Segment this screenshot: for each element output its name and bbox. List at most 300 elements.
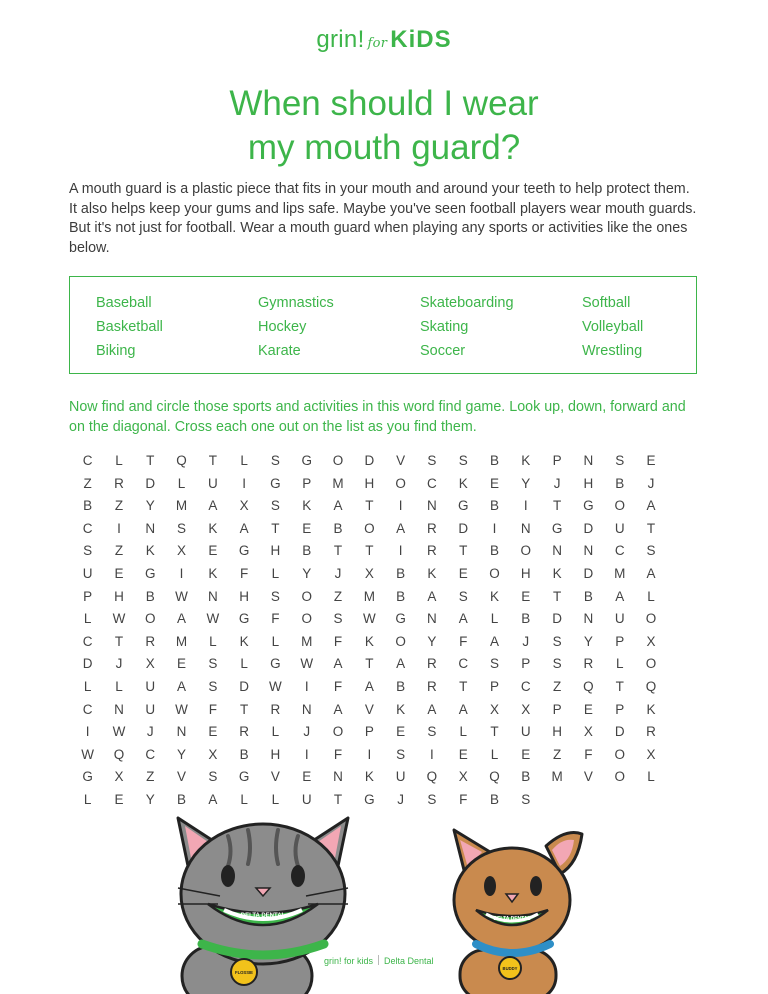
grid-letter: H — [114, 588, 124, 604]
grid-letter: C — [520, 678, 531, 694]
grid-letter: T — [333, 543, 343, 559]
grid-letter: T — [365, 498, 374, 514]
grid-letter: D — [239, 678, 249, 694]
grid-letter: N — [207, 588, 218, 604]
grid-letter: R — [239, 724, 249, 740]
grid-letter: L — [490, 746, 499, 762]
grid-letter: K — [521, 453, 531, 468]
grid-letter: O — [332, 453, 344, 468]
grid-letter: L — [647, 588, 655, 604]
grid-letter: E — [646, 453, 656, 468]
sport-item: Wrestling — [582, 343, 643, 359]
grid-letter: C — [145, 746, 156, 762]
grid-letter: R — [114, 475, 124, 491]
grid-letter: S — [552, 656, 562, 672]
grid-letter: U — [614, 611, 625, 627]
grid-letter: T — [646, 520, 656, 536]
grid-letter: I — [430, 746, 434, 762]
footer-divider — [378, 955, 379, 965]
grid-letter: E — [396, 724, 406, 740]
grid-letter: S — [270, 498, 280, 514]
grid-letter: A — [458, 611, 468, 627]
grid-letter: I — [304, 746, 309, 762]
grid-letter: L — [647, 769, 655, 785]
grid-letter: O — [614, 746, 625, 762]
grid-letter: A — [208, 498, 218, 514]
grid-letter: R — [427, 520, 437, 536]
grid-letter: J — [146, 724, 154, 740]
grid-letter: D — [82, 656, 93, 672]
grid-letter: A — [333, 498, 343, 514]
grid-letter: S — [490, 656, 500, 672]
grid-letter: J — [647, 475, 655, 491]
grid-letter: C — [82, 633, 93, 649]
grid-letter: E — [521, 588, 531, 604]
grid-letter: V — [396, 453, 406, 468]
title-line-1: When should I wear — [229, 84, 539, 123]
grid-letter: P — [490, 678, 500, 694]
grid-letter: X — [521, 701, 531, 717]
grid-letter: P — [364, 724, 374, 740]
grid-letter: G — [270, 656, 281, 672]
grid-letter: N — [301, 701, 312, 717]
grid-letter: R — [145, 633, 156, 649]
grid-letter: J — [522, 633, 530, 649]
grid-letter: G — [395, 611, 406, 627]
grid-letter: F — [271, 611, 280, 627]
grid-letter: F — [240, 565, 249, 581]
sport-item: Basketball — [96, 319, 163, 335]
grid-letter: U — [207, 475, 218, 491]
grid-letter: F — [208, 701, 217, 717]
grid-letter: Q — [426, 769, 438, 785]
grid-letter: L — [459, 724, 467, 740]
dog-name-tag: BUDDY — [502, 966, 518, 971]
grid-letter: E — [302, 769, 312, 785]
grid-letter: I — [398, 543, 403, 559]
cat-guard-label: DELTA DENTAL — [240, 913, 286, 919]
grid-letter: E — [208, 724, 218, 740]
grid-letter: N — [333, 769, 343, 785]
grid-letter: K — [396, 701, 406, 717]
grid-letter: Q — [113, 746, 125, 762]
grid-letter: C — [82, 701, 93, 717]
sport-item: Biking — [96, 343, 136, 359]
grid-letter: H — [270, 543, 281, 559]
grid-letter: O — [144, 611, 156, 627]
grid-letter: K — [208, 520, 218, 536]
sport-item: Skateboarding — [420, 295, 514, 311]
grid-letter: T — [240, 701, 249, 717]
grid-letter: J — [553, 475, 561, 491]
cat-name-tag: FLOSSIE — [235, 970, 253, 975]
grid-letter: H — [520, 565, 531, 581]
grid-letter: Y — [427, 633, 437, 649]
grid-letter: N — [583, 453, 594, 468]
grid-letter: T — [208, 453, 217, 468]
grid-letter: S — [427, 724, 437, 740]
grid-letter: G — [144, 565, 156, 581]
grid-letter: D — [145, 475, 156, 491]
grid-letter: H — [270, 746, 281, 762]
sport-item: Karate — [258, 343, 301, 359]
sport-item: Hockey — [258, 319, 307, 335]
grid-letter: S — [270, 588, 280, 604]
grid-letter: S — [83, 543, 93, 559]
grid-letter: T — [271, 520, 280, 536]
grid-letter: B — [239, 746, 249, 762]
grid-letter: N — [114, 701, 124, 717]
grid-letter: G — [301, 453, 312, 468]
grid-letter: B — [396, 565, 406, 581]
grid-letter: E — [458, 565, 468, 581]
grid-letter: U — [395, 769, 406, 785]
grid-letter: V — [364, 701, 374, 717]
grid-letter: L — [177, 475, 186, 491]
grid-letter: X — [177, 543, 187, 559]
grid-letter: H — [552, 724, 562, 740]
grid-letter: L — [271, 791, 280, 807]
grid-letter: M — [363, 588, 375, 604]
sport-item: Volleyball — [582, 319, 644, 335]
buddy-dog-mascot — [446, 822, 588, 994]
grid-letter: G — [238, 769, 250, 785]
grid-letter: N — [583, 611, 594, 627]
grid-letter: U — [145, 678, 156, 694]
grid-letter: L — [271, 724, 280, 740]
grid-letter: U — [82, 565, 93, 581]
grid-letter: U — [520, 724, 531, 740]
grid-letter: L — [83, 611, 92, 627]
grid-letter: G — [551, 520, 563, 536]
grid-letter: F — [584, 746, 593, 762]
grid-letter: L — [209, 633, 217, 649]
grid-letter: X — [364, 565, 374, 581]
grid-letter: A — [615, 588, 625, 604]
grid-letter: K — [646, 701, 656, 717]
grid-letter: Y — [521, 475, 531, 491]
grid-letter: A — [239, 520, 249, 536]
grid-letter: U — [301, 791, 312, 807]
grid-letter: B — [521, 769, 531, 785]
grid-letter: T — [365, 543, 374, 559]
grid-letter: B — [490, 791, 500, 807]
grid-letter: I — [398, 498, 403, 514]
grid-letter: U — [614, 520, 625, 536]
grid-letter: P — [302, 475, 312, 491]
grid-letter: S — [646, 543, 656, 559]
grid-letter: I — [304, 678, 309, 694]
sport-item: Softball — [582, 295, 631, 311]
grid-letter: V — [177, 769, 187, 785]
grid-letter: B — [521, 611, 531, 627]
word-search-grid — [72, 450, 667, 812]
grid-letter: I — [117, 520, 121, 536]
logo-grin: grin! — [316, 26, 365, 53]
grid-letter: T — [459, 543, 468, 559]
grid-letter: D — [364, 453, 375, 468]
grid-letter: Z — [114, 498, 124, 514]
grid-letter: W — [269, 678, 282, 694]
grid-letter: O — [332, 724, 344, 740]
grid-letter: T — [365, 656, 374, 672]
grid-letter: Y — [145, 498, 155, 514]
grid-letter: A — [177, 611, 187, 627]
grid-letter: Q — [176, 453, 187, 468]
grid-letter: L — [115, 678, 123, 694]
grid-letter: B — [490, 543, 500, 559]
grid-letter: K — [302, 498, 312, 514]
grid-letter: I — [523, 498, 528, 514]
grid-letter: C — [427, 475, 437, 491]
grid-letter: F — [333, 633, 343, 649]
grid-letter: B — [490, 453, 500, 468]
grid-letter: O — [364, 520, 375, 536]
grid-letter: D — [614, 724, 625, 740]
grid-letter: N — [552, 543, 562, 559]
grid-letter: I — [85, 724, 90, 740]
grid-letter: K — [208, 565, 218, 581]
grid-letter: T — [552, 588, 562, 604]
grid-letter: T — [552, 498, 562, 514]
grid-letter: Z — [552, 746, 562, 762]
dog-guard-label: DELTA DENTAL — [493, 916, 531, 922]
grid-letter: K — [490, 588, 500, 604]
grid-letter: G — [270, 475, 281, 491]
grid-letter: E — [458, 746, 468, 762]
grid-letter: I — [242, 475, 247, 491]
grid-letter: A — [208, 791, 218, 807]
grid-letter: J — [303, 724, 311, 740]
footer-grin-for-kids: grin! for kids — [324, 956, 374, 966]
grid-letter: G — [457, 498, 469, 514]
grid-letter: G — [364, 791, 375, 807]
grid-letter: P — [615, 633, 625, 649]
grid-letter: X — [583, 724, 593, 740]
grid-letter: W — [175, 588, 188, 604]
grid-letter: M — [301, 633, 313, 649]
grid-letter: J — [334, 565, 342, 581]
grid-letter: R — [583, 656, 594, 672]
grid-letter: N — [176, 724, 187, 740]
grid-letter: S — [208, 769, 218, 785]
grid-letter: L — [83, 791, 92, 807]
grid-letter: S — [333, 611, 343, 627]
grid-letter: B — [615, 475, 625, 491]
grid-letter: A — [333, 656, 343, 672]
grid-letter: P — [552, 453, 562, 468]
grid-letter: O — [301, 611, 312, 627]
grid-letter: N — [520, 520, 531, 536]
grid-letter: L — [240, 791, 248, 807]
grid-letter: Z — [114, 543, 124, 559]
grid-letter: E — [490, 475, 500, 491]
grid-letter: E — [583, 701, 593, 717]
grid-letter: E — [114, 565, 124, 581]
grid-letter: X — [490, 701, 500, 717]
grid-letter: X — [239, 498, 249, 514]
grid-letter: R — [427, 543, 437, 559]
grid-letter: E — [302, 520, 312, 536]
grid-letter: H — [364, 475, 375, 491]
grid-letter: T — [490, 724, 499, 740]
page-title — [0, 82, 768, 170]
grid-letter: A — [427, 588, 437, 604]
grid-letter: S — [270, 453, 280, 468]
grid-letter: A — [427, 701, 437, 717]
grid-letter: B — [177, 791, 187, 807]
grid-letter: S — [208, 678, 218, 694]
grid-letter: S — [177, 520, 187, 536]
sport-item: Baseball — [96, 295, 152, 311]
grid-letter: Q — [583, 678, 594, 694]
grid-letter: S — [458, 588, 468, 604]
logo-kids: KiDS — [390, 26, 452, 53]
grid-letter: J — [397, 791, 404, 807]
grid-letter: H — [239, 588, 249, 604]
grid-letter: O — [395, 633, 406, 649]
grid-letter: A — [396, 656, 406, 672]
grid-letter: Y — [145, 791, 155, 807]
grid-letter: Z — [333, 588, 343, 604]
grid-letter: W — [300, 656, 314, 672]
grid-letter: R — [427, 678, 437, 694]
grid-letter: B — [302, 543, 312, 559]
grid-letter: A — [646, 498, 656, 514]
grid-letter: N — [583, 543, 594, 559]
grid-letter: L — [240, 453, 248, 468]
footer-delta-dental: Delta Dental — [384, 956, 434, 966]
grid-letter: O — [301, 588, 312, 604]
grid-letter: Q — [489, 769, 500, 785]
grid-letter: F — [333, 746, 343, 762]
grid-letter: R — [646, 724, 656, 740]
grid-letter: S — [427, 453, 437, 468]
grid-letter: A — [364, 678, 374, 694]
grid-letter: N — [145, 520, 156, 536]
grid-letter: C — [458, 656, 469, 672]
grid-letter: F — [459, 791, 468, 807]
grid-letter: N — [427, 611, 437, 627]
grid-letter: M — [614, 565, 626, 581]
grid-letter: E — [208, 543, 218, 559]
grid-letter: X — [646, 633, 656, 649]
grid-letter: Z — [552, 678, 562, 694]
grid-letter: B — [145, 588, 155, 604]
grid-letter: O — [489, 565, 500, 581]
grid-letter: A — [396, 520, 406, 536]
footer-credits — [324, 955, 434, 966]
grid-letter: K — [145, 543, 155, 559]
grid-letter: C — [82, 453, 93, 468]
grid-letter: S — [615, 453, 625, 468]
grid-letter: I — [492, 520, 497, 536]
grid-letter: X — [208, 746, 218, 762]
grid-letter: M — [332, 475, 344, 491]
word-find-instructions: Now find and circle those sports and activities in this word find game. Look up, down, forward and on the diagonal. Cross each one out on the list as you find them. — [69, 399, 686, 435]
grid-letter: C — [614, 543, 625, 559]
grid-letter: K — [239, 633, 249, 649]
grid-letter: I — [179, 565, 184, 581]
grid-letter: O — [520, 543, 532, 559]
grid-letter: L — [240, 656, 248, 672]
grid-letter: K — [458, 475, 468, 491]
grid-letter: W — [112, 611, 126, 627]
sports-list-box — [69, 276, 697, 374]
grid-letter: X — [646, 746, 656, 762]
grid-letter: T — [615, 678, 624, 694]
grid-letter: W — [112, 724, 126, 740]
sport-item: Soccer — [420, 343, 466, 359]
grid-letter: Y — [177, 746, 187, 762]
grid-letter: Y — [302, 565, 312, 581]
grid-letter: R — [427, 656, 437, 672]
grid-letter: U — [145, 701, 156, 717]
grid-letter: I — [367, 746, 372, 762]
grid-letter: S — [521, 791, 531, 807]
grid-letter: B — [396, 588, 406, 604]
title-line-2: my mouth guard? — [247, 128, 521, 167]
grid-letter: O — [645, 611, 657, 627]
grid-letter: P — [552, 701, 562, 717]
grid-letter: W — [206, 611, 220, 627]
grid-letter: F — [459, 633, 468, 649]
grid-letter: W — [175, 701, 188, 717]
grid-letter: F — [333, 678, 343, 694]
grid-letter: V — [583, 769, 593, 785]
grid-letter: G — [583, 498, 594, 514]
grid-letter: B — [333, 520, 343, 536]
grid-letter: L — [271, 565, 280, 581]
grid-letter: W — [81, 746, 95, 762]
grid-letter: O — [614, 498, 625, 514]
grid-letter: L — [115, 453, 123, 468]
grid-letter: T — [459, 678, 468, 694]
grid-letter: J — [115, 656, 123, 672]
grid-letter: D — [583, 520, 594, 536]
grid-letter: K — [364, 633, 374, 649]
grid-letter: M — [551, 769, 563, 785]
grid-letter: T — [114, 633, 124, 649]
grid-letter: A — [333, 701, 343, 717]
grid-letter: O — [645, 656, 657, 672]
grid-letter: B — [396, 678, 406, 694]
grid-letter: O — [614, 769, 625, 785]
grid-letter: G — [82, 769, 93, 785]
grid-letter: A — [458, 701, 468, 717]
grid-letter: X — [458, 769, 468, 785]
sport-item: Skating — [420, 319, 469, 335]
grid-letter: D — [458, 520, 469, 536]
grid-letter: N — [427, 498, 437, 514]
grid-letter: E — [521, 746, 531, 762]
grid-letter: K — [552, 565, 562, 581]
grid-letter: V — [270, 769, 280, 785]
intro-paragraph: A mouth guard is a plastic piece that fits in your mouth and around your teeth to help protect them. It also helps keep your gums and lips safe. Maybe you've seen football players wear mouth guards. But it's not just for football. Wear a mouth guard when playing any sports or activities like the ones below. — [69, 181, 697, 256]
grid-letter: P — [521, 656, 531, 672]
grid-letter: K — [427, 565, 437, 581]
grid-letter: P — [615, 701, 625, 717]
grid-letter: A — [646, 565, 656, 581]
grid-letter: B — [83, 498, 93, 514]
grid-letter: M — [175, 498, 188, 514]
grid-letter: G — [238, 543, 250, 559]
grid-letter: G — [238, 611, 250, 627]
grin-for-kids-logo — [0, 26, 768, 54]
grid-letter: L — [271, 633, 280, 649]
grid-letter: M — [175, 633, 188, 649]
logo-for: for — [367, 36, 388, 51]
